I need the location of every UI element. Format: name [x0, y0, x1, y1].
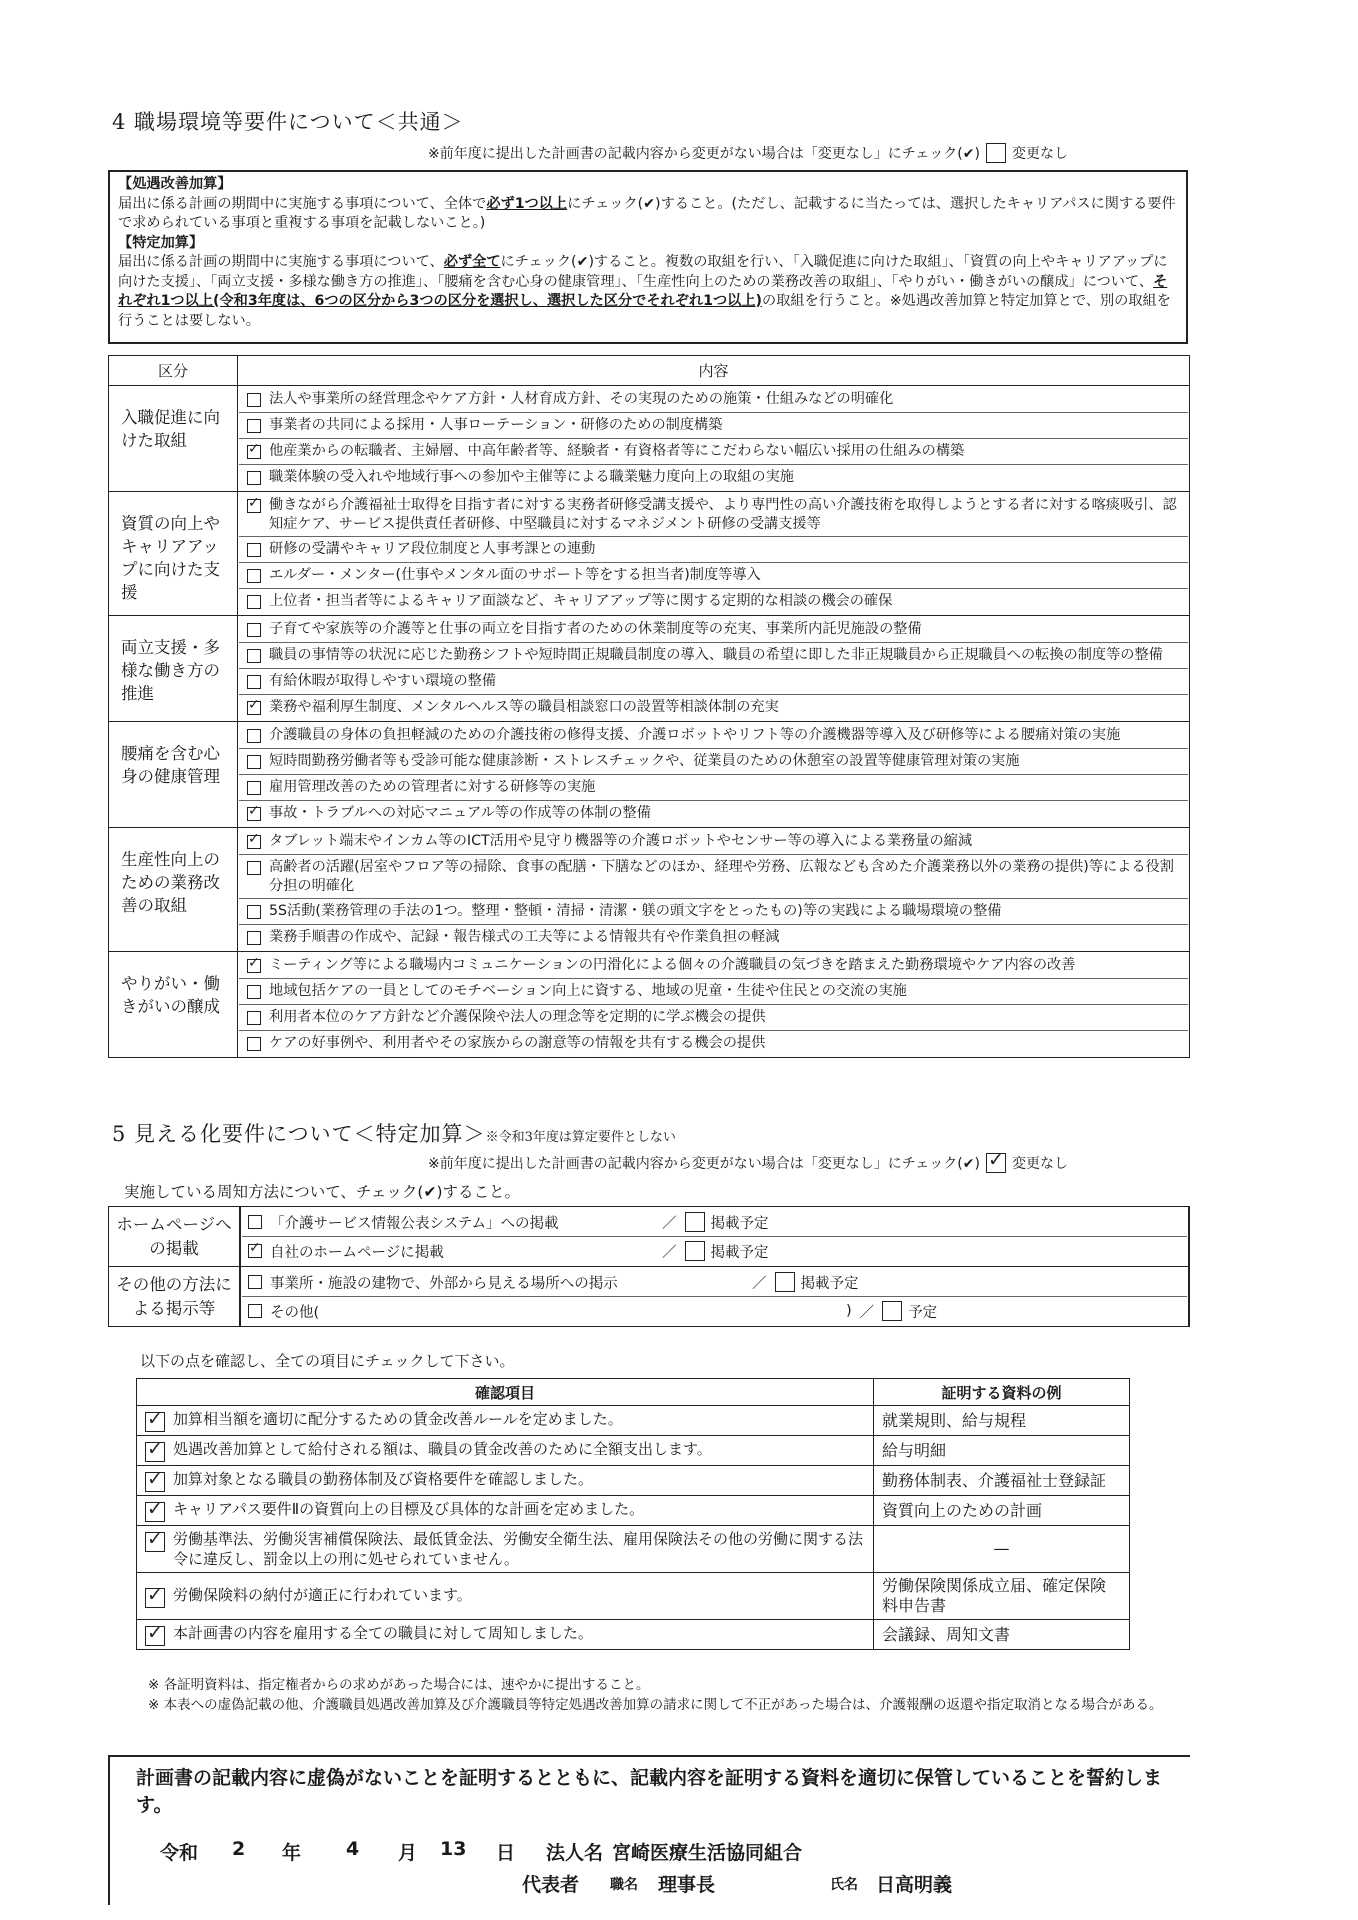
- confirm-item-cell: [137, 1573, 874, 1620]
- pledge-text: 計画書の記載内容に虚偽がないことを証明するとともに、記載内容を証明する資料を適切に保管していることを誓約します。: [136, 1767, 1163, 1816]
- item-checkbox[interactable]: [247, 649, 261, 663]
- item-checkbox[interactable]: [247, 675, 261, 689]
- slash-separator: ／: [662, 1244, 677, 1261]
- item-row: [239, 1005, 1188, 1031]
- method-text: その他(: [270, 1304, 320, 1321]
- item-row: [239, 617, 1188, 643]
- method-checkbox[interactable]: [248, 1275, 262, 1289]
- section4-note-row: [428, 143, 1068, 163]
- item-row: [239, 1031, 1188, 1056]
- category-row: [109, 722, 1190, 828]
- item-checkbox[interactable]: [247, 807, 261, 821]
- item-row: [239, 387, 1188, 413]
- item-row: [239, 695, 1188, 720]
- section4-table: [108, 355, 1190, 1058]
- item-checkbox[interactable]: [247, 701, 261, 715]
- plan-checkbox[interactable]: [685, 1212, 705, 1232]
- item-row: [239, 899, 1188, 925]
- item-text: 他産業からの転職者、主婦層、中高年齢者等、経験者・有資格者等にこだわらない幅広い採用の仕組みの構築: [269, 443, 965, 459]
- confirm-item-text: 加算対象となる職員の勤務体制及び資格要件を確認しました。: [173, 1470, 594, 1488]
- item-text: 上位者・担当者等によるキャリア面談など、キャリアアップ等に関する定期的な相談の機会の確保: [269, 593, 893, 609]
- date-month: 4: [346, 1838, 360, 1860]
- slash-separator: ／: [859, 1304, 875, 1321]
- confirm-item-wrap: [145, 1623, 865, 1646]
- item-text: エルダー・メンター(仕事やメンタル面のサポート等をする担当者)制度等導入: [269, 567, 761, 583]
- name-value: 日高明義: [876, 1874, 953, 1896]
- item-row: [239, 563, 1188, 589]
- item-checkbox[interactable]: [247, 781, 261, 795]
- item-checkbox[interactable]: [247, 445, 261, 459]
- corp-label: 法人名: [546, 1842, 604, 1864]
- item-row: [239, 643, 1188, 669]
- item-checkbox[interactable]: [247, 755, 261, 769]
- confirm-item-text: 加算相当額を適切に配分するための賃金改善ルールを定めました。: [173, 1410, 623, 1428]
- confirm-row: [137, 1496, 1130, 1526]
- plan-checkbox[interactable]: [685, 1241, 705, 1261]
- confirm-doc: 勤務体制表、介護福祉士登録証: [874, 1466, 1130, 1496]
- category-items: [238, 386, 1190, 492]
- item-text: 研修の受講やキャリア段位制度と人事考課との連動: [269, 541, 596, 557]
- method-group-row: [109, 1207, 1190, 1267]
- item-text: 働きながら介護福祉士取得を目指す者に対する実務者研修受講支援や、より専門性の高い介護技術を取得しようとする者に対する喀痰吸引、認知症ケア、サービス提供責任者研修、中堅職員に対するマネジメント研修の受講支援等: [269, 497, 1177, 532]
- category-row: [109, 492, 1190, 616]
- section5-title-text: 5 見える化要件について＜特定加算＞: [112, 1122, 486, 1146]
- confirm-checkbox[interactable]: [145, 1588, 165, 1608]
- confirm-checkbox[interactable]: [145, 1502, 165, 1522]
- confirm-row: [137, 1406, 1130, 1436]
- confirm-doc: —: [874, 1526, 1130, 1573]
- method-checkbox[interactable]: [248, 1304, 262, 1318]
- confirm-row: [137, 1526, 1130, 1573]
- section5-no-change-label: 変更なし: [1011, 1156, 1068, 1172]
- method-group-items: [240, 1207, 1189, 1267]
- section5-title-note: ※令和3年度は算定要件としない: [485, 1130, 676, 1145]
- item-checkbox[interactable]: [247, 959, 261, 973]
- section5-title: [112, 1118, 676, 1148]
- confirm-table: [136, 1378, 1130, 1650]
- item-row: [239, 829, 1188, 855]
- confirm-row: [137, 1466, 1130, 1496]
- footnote-1: ※ 各証明資料は、指定権者からの求めがあった場合には、速やかに提出すること。: [148, 1677, 650, 1693]
- category-name: 腰痛を含む心身の健康管理: [109, 722, 238, 828]
- corp-name: 宮崎医療生活協同組合: [612, 1842, 803, 1864]
- category-items: [238, 722, 1190, 828]
- item-text: 事故・トラブルへの対応マニュアル等の作成等の体制の整備: [269, 805, 651, 821]
- item-row: [239, 465, 1188, 490]
- item-checkbox[interactable]: [247, 905, 261, 919]
- item-text: 地域包括ケアの一員としてのモチベーション向上に資する、地域の児童・生徒や住民との交流の実施: [269, 983, 907, 999]
- pledge-box: [108, 1755, 1190, 1905]
- item-row: [239, 413, 1188, 439]
- confirm-item-cell: [137, 1496, 874, 1526]
- confirm-checkbox[interactable]: [145, 1412, 165, 1432]
- method-row: [242, 1237, 1187, 1265]
- item-checkbox[interactable]: [247, 471, 261, 485]
- method-row: [242, 1297, 1187, 1325]
- item-checkbox[interactable]: [247, 1011, 261, 1025]
- section5-table: [108, 1206, 1190, 1327]
- item-row: [239, 801, 1188, 826]
- confirm-item-text: キャリアパス要件Ⅱの資質向上の目標及び具体的な計画を定めました。: [173, 1500, 645, 1518]
- method-text: 事業所・施設の建物で、外部から見える場所への掲示: [270, 1275, 618, 1292]
- confirm-header-doc: 証明する資料の例: [874, 1379, 1130, 1406]
- confirm-doc: 給与明細: [874, 1436, 1130, 1466]
- date-year: 2: [232, 1838, 246, 1860]
- plan-checkbox[interactable]: [775, 1272, 795, 1292]
- confirm-doc: 労働保険関係成立届、確定保険料申告書: [874, 1573, 1130, 1620]
- confirm-item-cell: [137, 1620, 874, 1650]
- confirm-item-wrap: [145, 1439, 865, 1462]
- item-checkbox[interactable]: [247, 393, 261, 407]
- confirm-row: [137, 1436, 1130, 1466]
- plan-label: 掲載予定: [710, 1244, 769, 1261]
- confirm-row: [137, 1573, 1130, 1620]
- item-checkbox[interactable]: [247, 835, 261, 849]
- item-text: 高齢者の活躍(居室やフロア等の掃除、食事の配膳・下膳などのほか、経理や労務、広報なども含めた介護業務以外の業務の提供)等による役割分担の明確化: [269, 859, 1174, 894]
- item-checkbox[interactable]: [247, 931, 261, 945]
- confirm-row: [137, 1620, 1130, 1650]
- box-heading-shogu: 【処遇改善加算】: [118, 176, 232, 192]
- box-paragraph-tokutei: 届出に係る計画の期間中に実施する事項について、必ず全てにチェック(✔)すること。複数の取組を行い、「入職促進に向けた取組」、「資質の向上やキャリアアップに向けた支援」、「両立支援・多様な働き方の推進」、「腰痛を含む心身の健康管理」、「生産性向上のための業務改善の取組」、「やりがい・働きがいの醸成」について、それぞれ1つ以上(令和3年度は、6つの区分から3つの区分を選択し、選択した区分でそれぞれ1つ以上)の取組を行うこと。※処遇改善加算と特定加算とで、別の取組を行うことは要しない。: [118, 254, 1171, 329]
- item-checkbox[interactable]: [247, 499, 261, 513]
- item-checkbox[interactable]: [247, 569, 261, 583]
- confirm-checkbox[interactable]: [145, 1626, 165, 1646]
- confirm-item-wrap: [145, 1585, 865, 1608]
- box-heading-tokutei: 【特定加算】: [118, 234, 204, 251]
- plan-label: 予定: [908, 1304, 938, 1321]
- category-items: [238, 952, 1190, 1058]
- confirm-item-wrap: [145, 1469, 865, 1492]
- category-name: 入職促進に向けた取組: [109, 386, 238, 492]
- method-group-name: ホームページへの掲載: [109, 1207, 241, 1267]
- category-name: 生産性向上のための業務改善の取組: [109, 828, 238, 952]
- box-paragraph-shogu: 届出に係る計画の期間中に実施する事項について、全体で必ず1つ以上にチェック(✔)すること。(ただし、記載するに当たっては、選択したキャリアパスに関する要件で求められている事項と重複する事項を記載しないこと。): [118, 195, 1176, 231]
- item-text: 5S活動(業務管理の手法の1つ。整理・整頓・清掃・清潔・躾の頭文字をとったもの)等の実践による職場環境の整備: [269, 903, 1002, 919]
- section4-note: ※前年度に提出した計画書の記載内容から変更がない場合は「変更なし」にチェック(✔): [428, 146, 980, 162]
- method-checkbox[interactable]: [248, 1244, 262, 1258]
- title-value: 理事長: [658, 1874, 716, 1896]
- item-text: 業務手順書の作成や、記録・報告様式の工夫等による情報共有や作業負担の軽減: [269, 929, 780, 945]
- category-row: [109, 616, 1190, 722]
- item-text: 職業体験の受入れや地域行事への参加や主催等による職業魅力度向上の取組の実施: [269, 469, 794, 485]
- method-text: 「介護サービス情報公表システム」への掲載: [270, 1215, 559, 1232]
- section4-instruction-box: [108, 170, 1188, 344]
- category-row: [109, 386, 1190, 492]
- item-row: [239, 589, 1188, 614]
- method-checkbox[interactable]: [248, 1215, 262, 1229]
- confirm-item-cell: [137, 1406, 874, 1436]
- section4-no-change-checkbox[interactable]: [986, 143, 1006, 163]
- header-category: 区分: [109, 356, 238, 386]
- category-row: [109, 828, 1190, 952]
- confirm-doc: 資質向上のための計画: [874, 1496, 1130, 1526]
- item-row: [239, 439, 1188, 465]
- method-text: 自社のホームページに掲載: [270, 1244, 444, 1261]
- date-year-unit: 年: [282, 1842, 302, 1864]
- item-checkbox[interactable]: [247, 861, 261, 875]
- item-text: 子育てや家族等の介護等と仕事の両立を目指す者のための休業制度等の充実、事業所内託児施設の整備: [269, 621, 922, 637]
- item-text: 利用者本位のケア方針など介護保険や法人の理念等を定期的に学ぶ機会の提供: [269, 1009, 766, 1025]
- item-text: 法人や事業所の経営理念やケア方針・人材育成方針、その実現のための施策・仕組みなどの明確化: [269, 391, 894, 407]
- date-day-unit: 日: [496, 1842, 516, 1864]
- item-row: [239, 775, 1188, 801]
- item-checkbox[interactable]: [247, 595, 261, 609]
- category-row: [109, 952, 1190, 1058]
- method-group-row: [109, 1267, 1190, 1327]
- item-row: [239, 855, 1188, 899]
- method-row: [242, 1268, 1187, 1297]
- category-name: やりがい・働きがいの醸成: [109, 952, 238, 1058]
- category-items: [238, 616, 1190, 722]
- plan-label: 掲載予定: [800, 1275, 859, 1292]
- method-group-items: [240, 1267, 1189, 1327]
- category-name: 両立支援・多様な働き方の推進: [109, 616, 238, 722]
- method-group-name: その他の方法による掲示等: [109, 1267, 241, 1327]
- section5-note: ※前年度に提出した計画書の記載内容から変更がない場合は「変更なし」にチェック(✔): [428, 1156, 980, 1172]
- slash-separator: ／: [662, 1215, 677, 1232]
- item-text: 短時間勤務労働者等も受診可能な健康診断・ストレスチェックや、従業員のための休憩室の設置等健康管理対策の実施: [269, 753, 1020, 769]
- confirm-item-text: 労働基準法、労働災害補償保険法、最低賃金法、労働安全衛生法、雇用保険法その他の労働に関する法令に違反し、罰金以上の刑に処せられていません。: [173, 1530, 864, 1568]
- confirm-item-wrap: [145, 1529, 865, 1569]
- plan-checkbox[interactable]: [882, 1301, 902, 1321]
- section5-instruction: 実施している周知方法について、チェック(✔)すること。: [124, 1183, 520, 1201]
- date-era: 令和: [160, 1842, 199, 1864]
- confirm-item-cell: [137, 1466, 874, 1496]
- confirm-item-text: 本計画書の内容を雇用する全ての職員に対して周知しました。: [173, 1624, 594, 1642]
- item-text: 事業者の共同による採用・人事ローテーション・研修のための制度構築: [269, 417, 723, 433]
- item-text: タブレット端末やインカム等のICT活用や見守り機器等の介護ロボットやセンサー等の導入による業務量の縮減: [269, 833, 973, 849]
- category-name: 資質の向上やキャリアアップに向けた支援: [109, 492, 238, 616]
- item-row: [239, 669, 1188, 695]
- confirm-checkbox[interactable]: [145, 1472, 165, 1492]
- item-row: [239, 493, 1188, 537]
- header-content: 内容: [238, 356, 1190, 386]
- section5-no-change-checkbox[interactable]: [986, 1153, 1006, 1173]
- confirm-checkbox[interactable]: [145, 1442, 165, 1462]
- confirm-item-wrap: [145, 1409, 865, 1432]
- confirm-item-cell: [137, 1526, 874, 1573]
- confirm-doc: 会議録、周知文書: [874, 1620, 1130, 1650]
- item-text: 有給休暇が取得しやすい環境の整備: [269, 673, 497, 689]
- confirm-intro: 以下の点を確認し、全ての項目にチェックして下さい。: [140, 1352, 515, 1370]
- section5-note-row: [428, 1153, 1068, 1173]
- item-text: 介護職員の身体の負担軽減のための介護技術の修得支援、介護ロボットやリフト等の介護機器等導入及び研修等による腰痛対策の実施: [269, 727, 1121, 743]
- category-items: [238, 828, 1190, 952]
- slash-separator: ／: [752, 1275, 767, 1292]
- footnote-2: ※ 本表への虚偽記載の他、介護職員処遇改善加算及び介護職員等特定処遇改善加算の請求に関して不正があった場合は、介護報酬の返還や指定取消となる場合がある。: [148, 1697, 1163, 1713]
- item-row: [239, 979, 1188, 1005]
- rep-label: 代表者: [522, 1874, 580, 1896]
- section4-title: 4 職場環境等要件について＜共通＞: [112, 110, 464, 134]
- item-row: [239, 537, 1188, 563]
- confirm-item-text: 処遇改善加算として給付される額は、職員の賃金改善のために全額支出します。: [173, 1440, 712, 1458]
- item-checkbox[interactable]: [247, 1037, 261, 1051]
- confirm-doc: 就業規則、給与規程: [874, 1406, 1130, 1436]
- item-checkbox[interactable]: [247, 543, 261, 557]
- item-checkbox[interactable]: [247, 729, 261, 743]
- item-text: ミーティング等による職場内コミュニケーションの円滑化による個々の介護職員の気づきを踏まえた勤務環境やケア内容の改善: [269, 957, 1076, 973]
- plan-label: 掲載予定: [710, 1215, 769, 1232]
- category-items: [238, 492, 1190, 616]
- item-checkbox[interactable]: [247, 985, 261, 999]
- title-label: 職名: [610, 1877, 638, 1893]
- name-label: 氏名: [830, 1877, 858, 1893]
- item-text: 職員の事情等の状況に応じた勤務シフトや短時間正規職員制度の導入、職員の希望に即した非正規職員から正規職員への転換の制度等の整備: [269, 647, 1163, 663]
- item-text: 雇用管理改善のための管理者に対する研修等の実施: [269, 779, 596, 795]
- item-checkbox[interactable]: [247, 419, 261, 433]
- method-text-close: ): [846, 1303, 852, 1319]
- item-row: [239, 953, 1188, 979]
- method-row: [242, 1208, 1187, 1237]
- item-row: [239, 749, 1188, 775]
- date-month-unit: 月: [398, 1842, 418, 1864]
- confirm-checkbox[interactable]: [145, 1532, 165, 1552]
- item-row: [239, 925, 1188, 950]
- section4-no-change-label: 変更なし: [1011, 146, 1068, 162]
- confirm-item-text: 労働保険料の納付が適正に行われています。: [173, 1585, 472, 1604]
- confirm-item-wrap: [145, 1499, 865, 1522]
- item-checkbox[interactable]: [247, 623, 261, 637]
- date-day: 13: [440, 1838, 467, 1860]
- item-text: 業務や福利厚生制度、メンタルヘルス等の職員相談窓口の設置等相談体制の充実: [269, 699, 779, 715]
- item-text: ケアの好事例や、利用者やその家族からの謝意等の情報を共有する機会の提供: [269, 1035, 766, 1051]
- item-row: [239, 723, 1188, 749]
- confirm-item-cell: [137, 1436, 874, 1466]
- confirm-header-item: 確認項目: [137, 1379, 874, 1406]
